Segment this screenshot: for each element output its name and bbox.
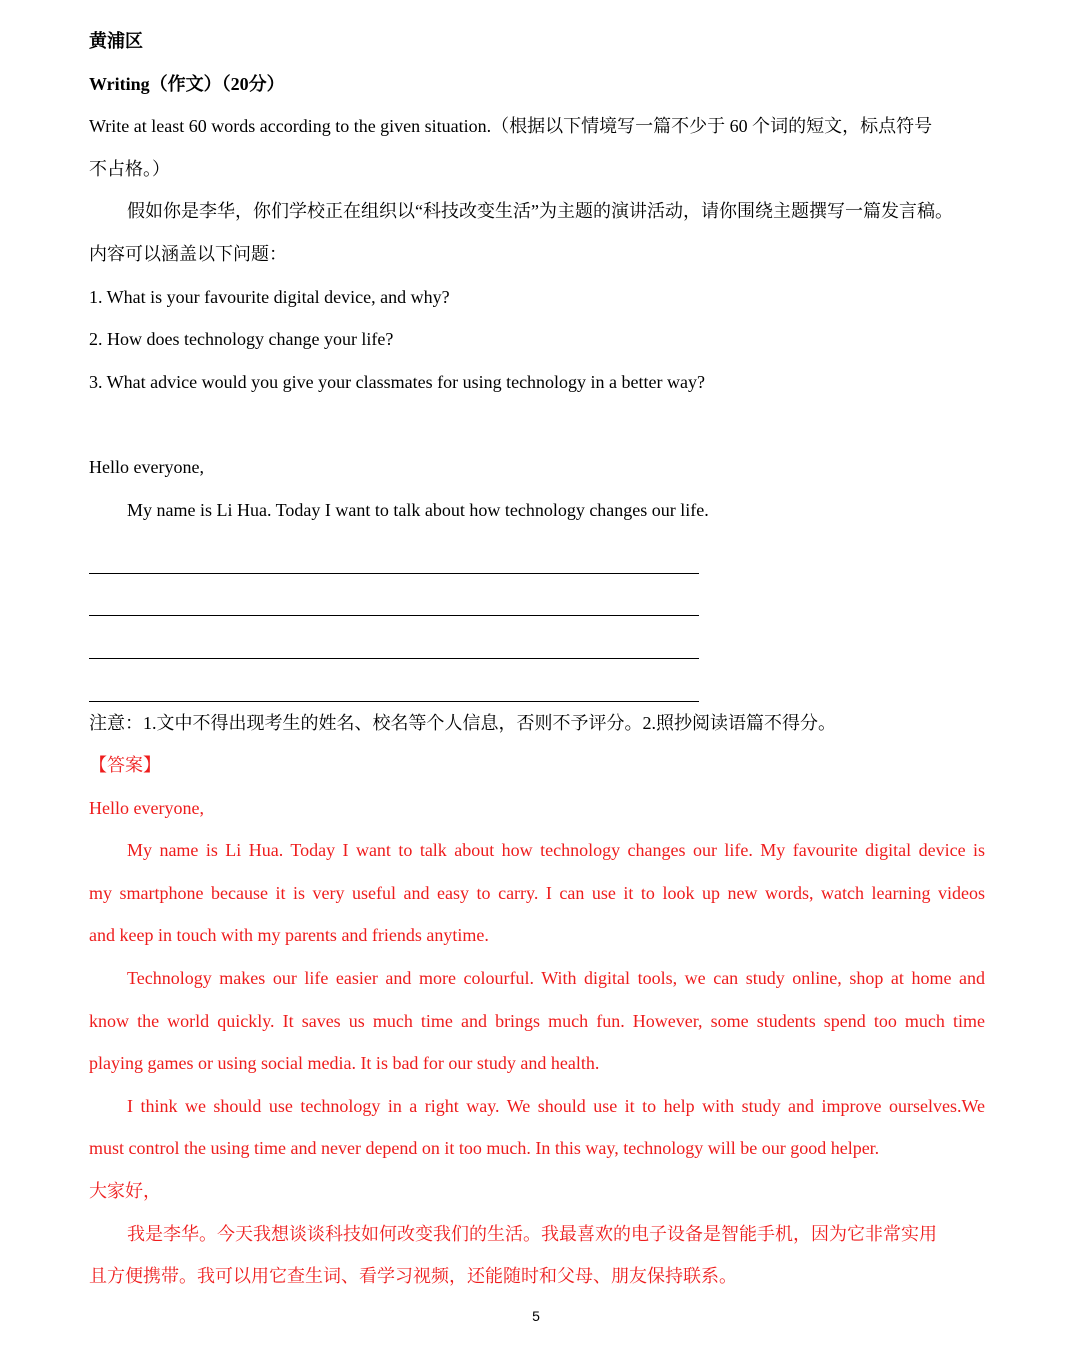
answer-chinese-greeting: 大家好， [89,1181,161,1202]
spacer [89,403,985,446]
page-number: 5 [532,1308,540,1324]
answer-paragraph-2-line-2: know the world quickly. It saves us much time and brings much fun. However, some students spend too much time [89,1010,985,1031]
template-greeting: Hello everyone, [89,456,204,477]
question-1: 1. What is your favourite digital device, and why? [89,286,450,307]
writing-line [89,659,985,702]
district-label: 黄浦区 [89,31,143,51]
answer-chinese-line-1: 我是李华。今天我想谈谈科技如何改变我们的生活。我最喜欢的电子设备是智能手机，因为它非常实用 [127,1223,937,1244]
prompt-line-2: 内容可以涵盖以下问题： [89,243,287,264]
question-2: 2. How does technology change your life? [89,329,394,350]
instructions-line-1: Write at least 60 words according to the given situation.（根据以下情境写一篇不少于 60 个词的短文，标点符号 [89,116,933,137]
writing-line [89,616,985,659]
writing-line [89,574,985,617]
answer-greeting: Hello everyone, [89,797,204,818]
template-opening: My name is Li Hua. Today I want to talk about how technology changes our life. [127,499,709,520]
answer-paragraph-1-line-1: My name is Li Hua. Today I want to talk about how technology changes our life. My favourite digital device is [127,840,985,861]
answer-paragraph-1-line-2: my smartphone because it is very useful and easy to carry. I can use it to look up new words, watch learning videos [89,882,985,903]
document-page [89,20,985,1298]
answer-paragraph-3-line-1: I think we should use technology in a right way. We should use it to help with study and improve ourselves.We [127,1095,985,1116]
instructions-line-2: 不占格。） [89,158,170,179]
prompt-line-1: 假如你是李华，你们学校正在组织以“科技改变生活”为主题的演讲活动，请你围绕主题撰写一篇发言稿。 [127,201,953,222]
answer-chinese-line-2: 且方便携带。我可以用它查生词、看学习视频，还能随时和父母、朋友保持联系。 [89,1266,737,1287]
section-title: Writing（作文）（20分） [89,73,285,94]
question-3: 3. What advice would you give your classmates for using technology in a better way? [89,371,705,392]
answer-paragraph-3-line-2: must control the using time and never depend on it too much. In this way, technology will be our good helper. [89,1138,880,1159]
writing-line [89,531,985,574]
answer-paragraph-2-line-1: Technology makes our life easier and more colourful. With digital tools, we can study online, shop at home and [127,968,985,989]
answer-label: 【答案】 [89,755,161,776]
answer-paragraph-2-line-3: playing games or using social media. It is bad for our study and health. [89,1053,600,1074]
answer-paragraph-1-line-3: and keep in touch with my parents and friends anytime. [89,925,489,946]
note-text: 注意：1.文中不得出现考生的姓名、校名等个人信息，否则不予评分。2.照抄阅读语篇不得分。 [89,712,836,733]
